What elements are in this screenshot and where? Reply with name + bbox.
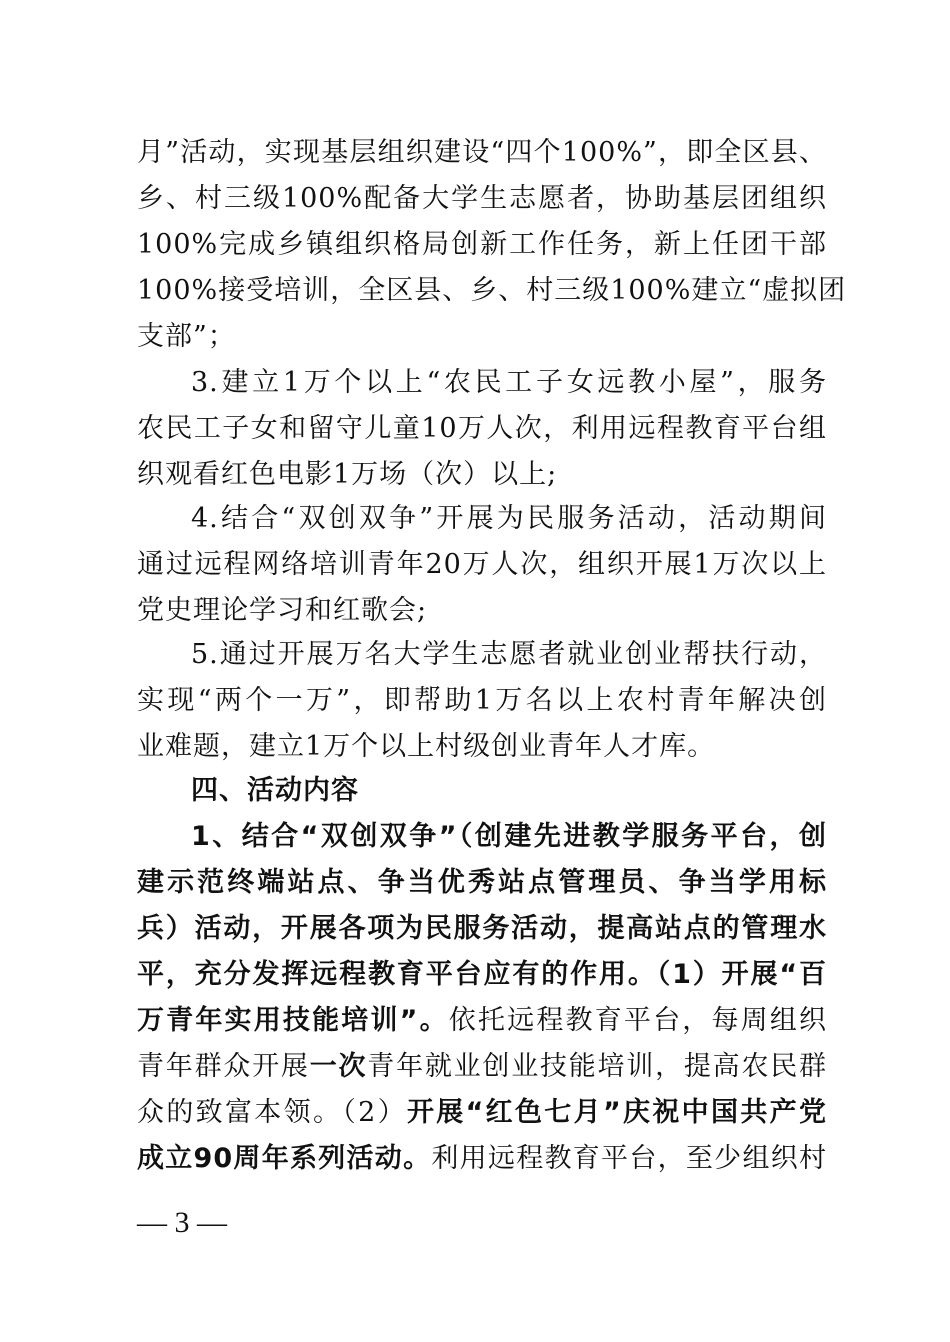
section-heading: 四、活动内容 [191, 775, 359, 806]
text-line: 建示范终端站点、争当优秀站点管理员、争当学用标 [137, 867, 827, 898]
bold-text: 一次 [309, 1051, 368, 1082]
text-line: 农民工子女和留守儿童10万人次，利用远程教育平台组 [137, 413, 827, 444]
text-segment: 利用远程教育平台，至少组织村 [431, 1143, 828, 1174]
text-line [137, 1137, 827, 1181]
text-line: 100%接受培训，全区县、乡、村三级100%建立“虚拟团 [137, 275, 847, 306]
text-line [137, 999, 827, 1043]
text-segment: 依托远程教育平台，每周组织 [448, 1005, 827, 1036]
text-line: 平，充分发挥远程教育平台应有的作用。（1）开展“百 [137, 959, 827, 990]
text-line: 1、结合“双创双争”（创建先进教学服务平台，创 [191, 821, 827, 852]
text-line: 100%完成乡镇组织格局创新工作任务，新上任团干部 [137, 229, 827, 260]
text-line: 乡、村三级100%配备大学生志愿者，协助基层团组织 [137, 183, 827, 214]
page-number: — 3 — [137, 1206, 227, 1239]
text-line: 业难题，建立1万个以上村级创业青年人才库。 [137, 731, 716, 762]
text-line: 通过远程网络培训青年20万人次，组织开展1万次以上 [137, 549, 827, 580]
text-segment: 青年就业创业技能培训，提高农民群 [367, 1051, 828, 1082]
text-segment: 青年群众开展 [137, 1051, 310, 1082]
text-segment: 众的致富本领。（2） [137, 1097, 407, 1128]
bold-text: 成立90周年系列活动。 [137, 1143, 432, 1174]
text-line: 织观看红色电影1万场（次）以上; [137, 459, 558, 490]
text-line: 5.通过开展万名大学生志愿者就业创业帮扶行动， [191, 639, 827, 670]
text-line: 3.建立1万个以上“农民工子女远教小屋”，服务 [191, 367, 827, 398]
text-line: 实现“两个一万”，即帮助1万名以上农村青年解决创 [137, 685, 827, 716]
text-line: 月”活动，实现基层组织建设“四个100%”，即全区县、 [137, 137, 827, 168]
text-line [137, 1091, 827, 1135]
bold-text: 万青年实用技能培训”。 [137, 1005, 449, 1036]
bold-text: 开展“红色七月”庆祝中国共产党 [406, 1097, 827, 1128]
text-line: 4.结合“双创双争”开展为民服务活动，活动期间 [191, 503, 827, 534]
text-line: 党史理论学习和红歌会; [137, 595, 428, 626]
text-line [137, 1045, 827, 1089]
text-line: 支部”； [137, 321, 236, 352]
text-line: 兵）活动，开展各项为民服务活动，提高站点的管理水 [137, 913, 827, 944]
